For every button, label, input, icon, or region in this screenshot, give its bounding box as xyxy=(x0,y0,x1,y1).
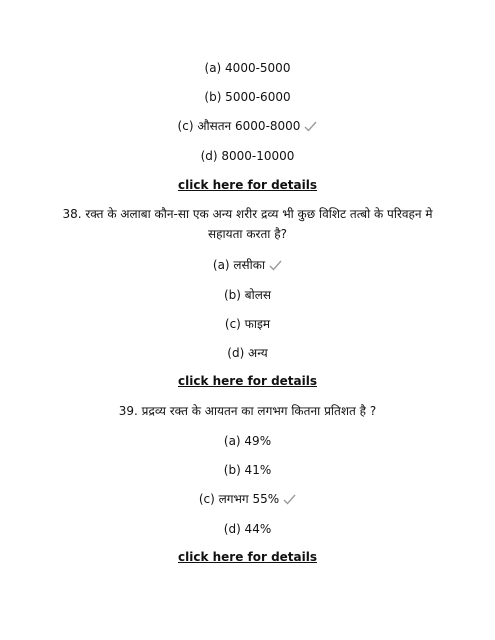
q39-details-link[interactable]: click here for details xyxy=(177,550,318,564)
option-label: (d) अन्य xyxy=(227,346,268,360)
q39-option-d xyxy=(0,521,495,537)
q37-option-c xyxy=(0,118,495,134)
q39-option-b xyxy=(0,462,495,478)
q39-question: 39. प्रद्रव्य रक्त के आयतन का लगभग कितना प्रतिशत है ? xyxy=(118,404,377,418)
checkmark-icon xyxy=(283,494,296,505)
q38-option-a xyxy=(0,257,495,273)
q38-option-c xyxy=(0,316,495,332)
checkmark-icon xyxy=(304,121,317,132)
option-label: (b) 5000-6000 xyxy=(204,90,291,104)
q37-option-b xyxy=(0,89,495,105)
q37-details-link[interactable]: click here for details xyxy=(177,178,318,192)
option-label: (d) 8000-10000 xyxy=(200,149,295,163)
q37-option-d xyxy=(0,148,495,164)
checkmark-icon xyxy=(269,260,282,271)
option-label: (c) औसतन 6000-8000 xyxy=(177,119,301,133)
q39-option-a xyxy=(0,433,495,449)
q38-details-link[interactable]: click here for details xyxy=(177,374,318,388)
q39-details-link-row xyxy=(0,549,495,565)
q38-option-b xyxy=(0,287,495,303)
option-label: (b) बोलस xyxy=(223,288,271,302)
q37-option-a xyxy=(0,60,495,76)
option-label: (b) 41% xyxy=(223,463,272,477)
option-label: (d) 44% xyxy=(223,522,272,536)
q38-question-line1: 38. रक्त के अलाबा कौन-सा एक अन्य शरीर द्रव्य भी कुछ विशिट तत्बो के परिवहन मे xyxy=(62,207,433,221)
option-label: (c) लगभग 55% xyxy=(198,492,280,506)
q38-question-line2: सहायता करता है? xyxy=(208,227,287,241)
option-label: (a) 4000-5000 xyxy=(204,61,291,75)
q39-option-c xyxy=(0,491,495,507)
q38-option-d xyxy=(0,345,495,361)
option-label: (c) फाइम xyxy=(224,317,271,331)
option-label: (a) 49% xyxy=(223,434,272,448)
option-label: (a) लसीका xyxy=(212,258,266,272)
q38-details-link-row xyxy=(0,373,495,389)
q37-details-link-row xyxy=(0,177,495,193)
